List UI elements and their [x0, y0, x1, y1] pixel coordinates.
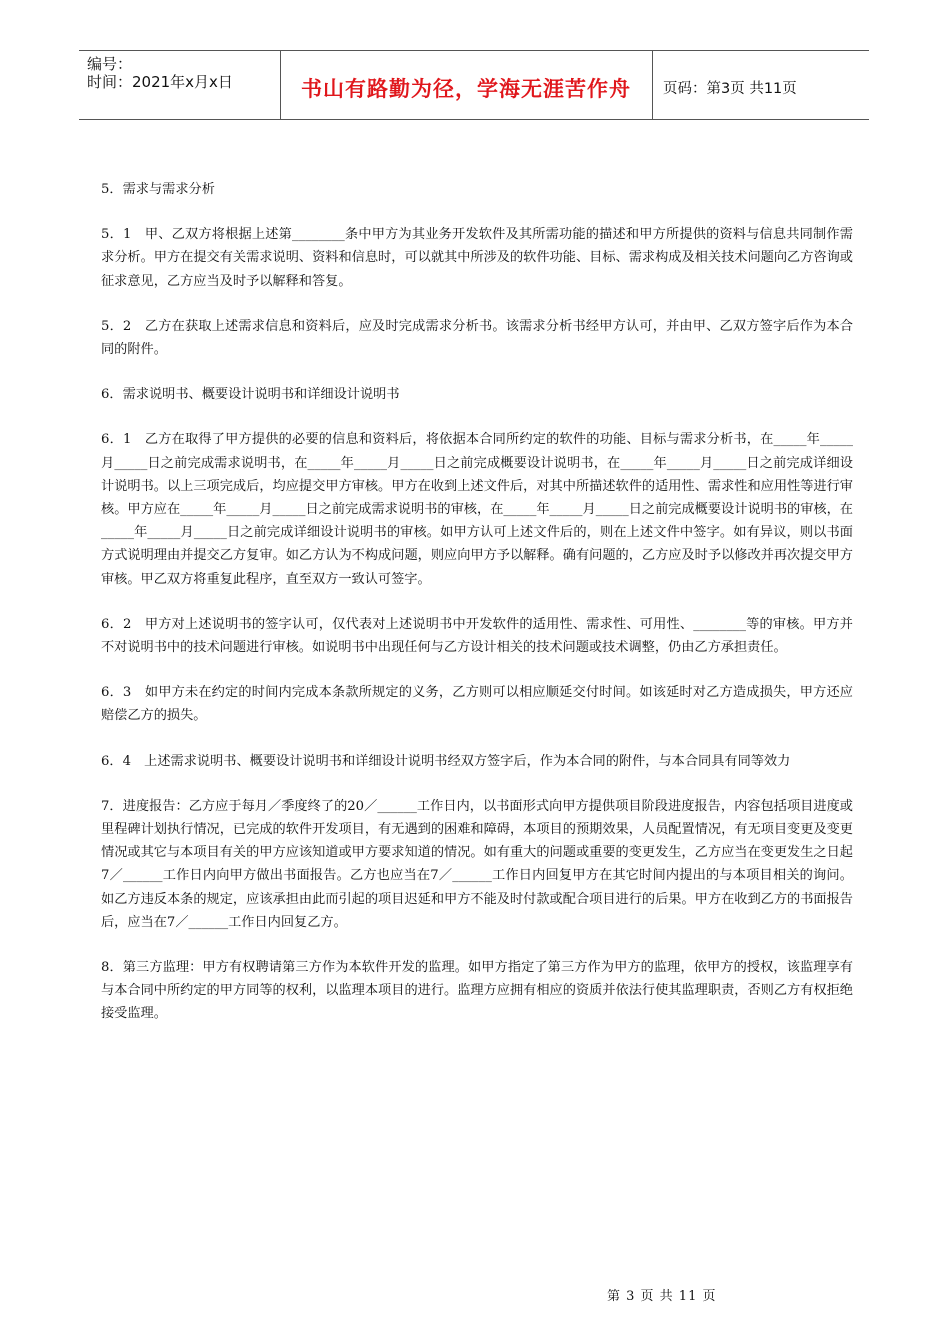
section-heading: 5．需求与需求分析	[101, 182, 215, 197]
clause-paragraph: 8．第三方监理：甲方有权聘请第三方作为本软件开发的监理。如甲方指定了第三方作为甲方的监理，依甲方的授权，该监理享有与本合同中所约定的甲方同等的权利，以监理本项目的进行。监理方应拥有相应的资质并依法行使其监理职责，否则乙方有权拒绝接受监理。	[101, 960, 853, 1022]
clause-paragraph: 6．4 上述需求说明书、概要设计说明书和详细设计说明书经双方签字后，作为本合同的附件，与本合同具有同等效力	[101, 753, 791, 769]
document-body	[101, 178, 853, 1026]
clause-paragraph: 5．1 甲、乙双方将根据上述第________条中甲方为其业务开发软件及其所需功能的描述和甲方所提供的资料与信息共同制作需求分析。甲方在提交有关需求说明、资料和信息时，可以就其中所涉及的软件功能、目标、需求构成及相关技术问题向乙方咨询或征求意见，乙方应当及时予以解释和答复。	[101, 227, 853, 289]
page-footer: 第 3 页 共 11 页	[607, 1289, 717, 1304]
header-meta	[87, 55, 277, 91]
section-heading: 6．需求说明书、概要设计说明书和详细设计说明书	[101, 387, 400, 403]
clause-paragraph: 5．2 乙方在获取上述需求信息和资料后，应及时完成需求分析书。该需求分析书经甲方认可，并由甲、乙双方签字后作为本合同的附件。	[101, 318, 853, 358]
clause-paragraph: 6．3 如甲方未在约定的时间内完成本条款所规定的义务，乙方则可以相应顺延交付时间。如该延时对乙方造成损失，甲方还应赔偿乙方的损失。	[101, 685, 853, 724]
header-page-info: 页码：第3页 共11页	[663, 81, 797, 97]
header-divider	[652, 51, 653, 119]
clause-paragraph: 7．进度报告：乙方应于每月／季度终了的20／______工作日内，以书面形式向甲方提供项目阶段进度报告，内容包括项目进度或里程碑计划执行情况，已完成的软件开发项目，有无遇到的困难和障碍，本项目的预期效果，人员配置情况，有无项目变更及变更情况或其它与本项目有关的甲方应该知道或甲方要求知道的情况。如有重大的问题或重要的变更发生，乙方应当在变更发生之日起7／______工作日内向甲方做出书面报告。乙方也应当在7／______工作日内回复甲方在其它时间内提出的与本项目相关的询问。如乙方违反本条的规定，应该承担由此而引起的项目迟延和甲方不能及时付款或配合项目进行的后果。甲方在收到乙方的书面报告后，应当在7／______工作日内回复乙方。	[101, 798, 853, 930]
clause-paragraph: 6．1 乙方在取得了甲方提供的必要的信息和资料后，将依据本合同所约定的软件的功能、目标与需求分析书，在_____年_____月_____日之前完成需求说明书，在_____年_____月_____日之前完成概要设计说明书，在_____年_____月_____日之前完成详细设计说明书。以上三项完成后，均应提交甲方审核。甲方在收到上述文件后，对其中所描述软件的适用性、需求性和应用性等进行审核。甲方应在_____年_____月_____日之前完成需求说明书的审核，在_____年_____月_____日之前完成概要设计说明书的审核，在_____年_____月_____日之前完成详细设计说明书的审核。如甲方认可上述文件后的，则在上述文件中签字。如有异议，则以书面方式说明理由并提交乙方复审。如乙方认为不构成问题，则应向甲方予以解释。确有问题的，乙方应及时予以修改并再次提交甲方审核。甲乙双方将重复此程序，直至双方一致认可签字。	[101, 432, 853, 587]
document-time: 时间：2021年x月x日	[87, 73, 233, 91]
clause-paragraph: 6．2 甲方对上述说明书的签字认可，仅代表对上述说明书中开发软件的适用性、需求性、可用性、________等的审核。甲方并不对说明书中的技术问题进行审核。如说明书中出现任何与乙方设计相关的技术问题或技术调整，仍由乙方承担责任。	[101, 616, 853, 656]
page-header	[79, 50, 869, 120]
header-motto: 书山有路勤为径，学海无涯苦作舟	[301, 77, 631, 101]
document-number-label: 编号：	[87, 55, 133, 73]
